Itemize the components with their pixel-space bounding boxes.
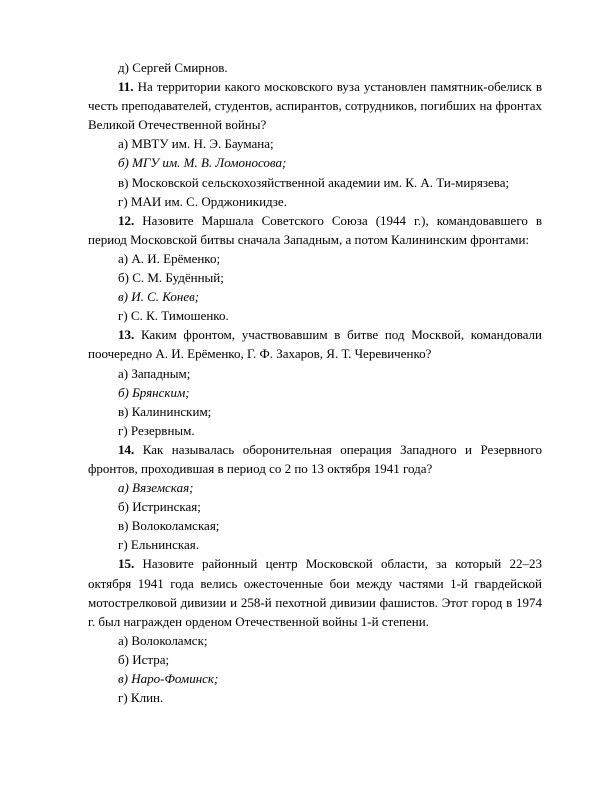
question-block	[88, 325, 542, 440]
question-text	[88, 211, 542, 249]
question-body: Назовите Маршала Советского Союза (1944 г.), командовавшего в период Московской битвы сначала Западным, а потом Калининским фронтами:	[88, 212, 542, 247]
question-text	[88, 325, 542, 363]
previous-answer-option: д) Сергей Смирнов.	[118, 60, 228, 75]
question-block	[88, 440, 542, 555]
question-text	[88, 77, 542, 134]
question-text	[88, 440, 542, 478]
answer-option: г) С. К. Тимошенко.	[118, 308, 229, 324]
answer-option: в) Волоколамская;	[118, 518, 220, 534]
question-body: Каким фронтом, участвовавшим в битве под Москвой, командовали поочередно А. И. Ерёменко, Г. Ф. Захаров, Я. Т. Черевиченко?	[88, 327, 542, 362]
answer-option: а) А. И. Ерёменко;	[118, 250, 221, 266]
answer-option: г) Ельнинская.	[118, 537, 200, 553]
question-block	[88, 211, 542, 326]
question-number: 11.	[118, 79, 134, 95]
question-number: 13.	[118, 327, 135, 343]
answer-option: г) МАИ им. С. Орджоникидзе.	[118, 193, 287, 209]
answer-option: б) Истринская;	[118, 499, 201, 515]
question-block	[88, 554, 542, 707]
answer-option: б) С. М. Будённый;	[118, 270, 224, 286]
document-page	[88, 58, 542, 707]
question-body: На территории какого московского вуза установлен памятник-обелиск в честь преподавателей, студентов, аспирантов, сотрудников, погибших на фронтах Великой Отечественной войны?	[88, 79, 543, 133]
answer-option: в) Калининским;	[118, 403, 212, 419]
answer-option-correct: а) Вяземская;	[118, 480, 194, 496]
answer-option: а) МВТУ им. Н. Э. Баумана;	[118, 136, 274, 152]
answer-option: а) Западным;	[118, 365, 191, 381]
question-block	[88, 77, 542, 211]
answer-option-correct: в) Наро-Фоминск;	[118, 671, 219, 686]
answer-option: б) Истра;	[118, 651, 170, 667]
question-number: 14.	[118, 441, 135, 457]
question-body: Назовите районный центр Московской области, за который 22–23 октября 1941 года велись ожесточенные бои между частями 1-й гвардейской мотострелковой дивизии и 258-й пехотной дивизии фашистов. Этот город в 1974 г. был награжден орденом Отечественной войны 1-й степени.	[88, 556, 543, 629]
answer-option: а) Волоколамск;	[118, 632, 208, 648]
answer-option: г) Клин.	[118, 690, 164, 706]
question-number: 15.	[118, 556, 135, 572]
answer-option-correct: в) И. С. Конев;	[118, 289, 200, 305]
question-number: 12.	[118, 212, 135, 228]
answer-option: в) Московской сельскохозяйственной академии им. К. А. Ти-мирязева;	[118, 174, 510, 190]
answer-option: г) Резервным.	[118, 422, 195, 438]
question-text	[88, 554, 542, 630]
answer-option-correct: б) Брянским;	[118, 384, 190, 400]
question-body: Как называлась оборонительная операция Западного и Резервного фронтов, проходившая в период со 2 по 13 октября 1941 года?	[88, 441, 542, 476]
answer-option-correct: б) МГУ им. М. В. Ломоносова;	[118, 155, 287, 171]
